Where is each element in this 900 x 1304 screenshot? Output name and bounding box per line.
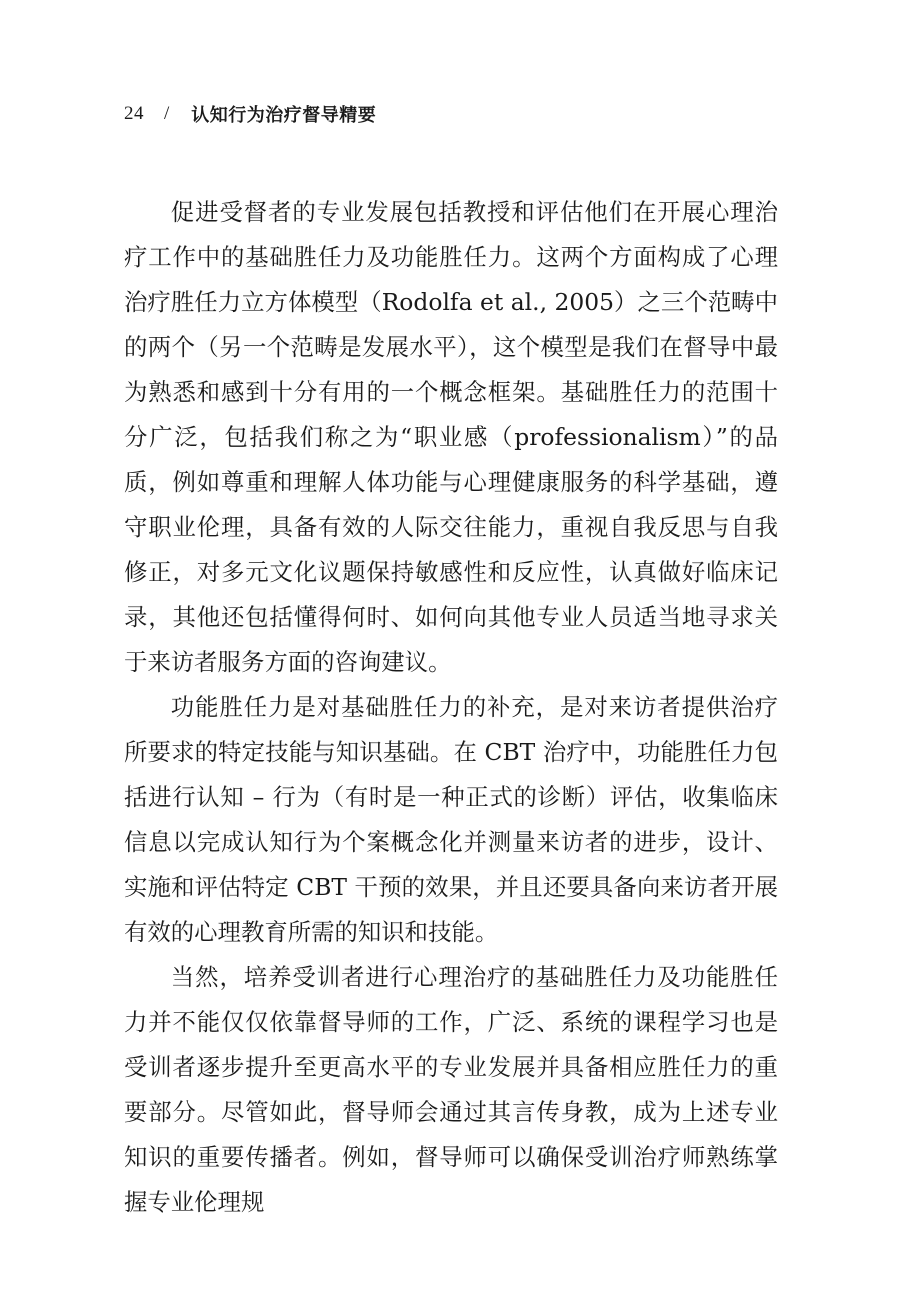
- header-separator: /: [164, 103, 170, 124]
- book-title: 认知行为治疗督导精要: [191, 105, 377, 126]
- paragraph-foundational-competencies: 促进受督者的专业发展包括教授和评估他们在开展心理治疗工作中的基础胜任力及功能胜任力。这两个方面构成了心理治疗胜任力立方体模型（Rodolfa et al., 2005）之三个范畴中的两个（另一个范畴是发展水平），这个模型是我们在督导中最为熟悉和感到十分有用的一个概念框架。基础胜任力的范围十分广泛，包括我们称之为“职业感（professionalism）”的品质，例如尊重和理解人体功能与心理健康服务的科学基础，遵守职业伦理，具备有效的人际交往能力，重视自我反思与自我修正，对多元文化议题保持敏感性和反应性，认真做好临床记录，其他还包括懂得何时、如何向其他专业人员适当地寻求关于来访者服务方面的咨询建议。: [124, 198, 778, 676]
- paragraph-functional-competencies: 功能胜任力是对基础胜任力的补充，是对来访者提供治疗所要求的特定技能与知识基础。在 CBT 治疗中，功能胜任力包括进行认知 – 行为（有时是一种正式的诊断）评估，收集临床信息以完成认知行为个案概念化并测量来访者的进步，设计、实施和评估特定 CBT 干预的效果，并且还要具备向来访者开展有效的心理教育所需的知识和技能。: [124, 693, 778, 946]
- body-text: [124, 190, 778, 1225]
- page-number: 24: [124, 103, 144, 124]
- running-head: [124, 100, 376, 128]
- paragraph-supervisor-role: 当然，培养受训者进行心理治疗的基础胜任力及功能胜任力并不能仅仅依靠督导师的工作，广泛、系统的课程学习也是受训者逐步提升至更高水平的专业发展并具备相应胜任力的重要部分。尽管如此，督导师会通过其言传身教，成为上述专业知识的重要传播者。例如，督导师可以确保受训治疗师熟练掌握专业伦理规: [124, 963, 778, 1216]
